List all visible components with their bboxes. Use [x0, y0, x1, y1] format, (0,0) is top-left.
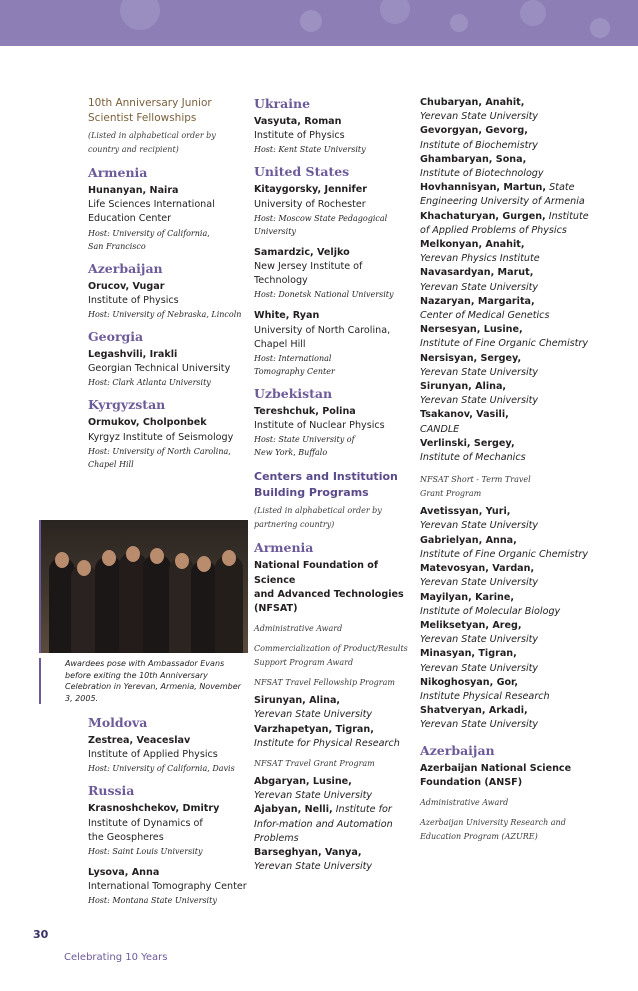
- awardees-photo: [39, 520, 248, 653]
- recipient-name: Verlinski, Sergey,: [420, 437, 515, 449]
- country-heading-azerbaijan-2: Azerbaijan: [420, 742, 495, 758]
- fellow-institution: Education Center: [88, 213, 172, 225]
- recipient-entry: [254, 803, 416, 846]
- fellow-entry: [88, 802, 248, 858]
- recipient-name: Ajabyan, Nelli,: [254, 804, 333, 816]
- recipient-name: Navasardyan, Marut,: [420, 267, 534, 279]
- recipient-institution: Institute for Physical Research: [254, 737, 400, 749]
- country-heading: Georgia: [88, 329, 144, 345]
- fellow-entry: [254, 405, 416, 459]
- fellow-institution: University of Rochester: [254, 198, 366, 210]
- recipient-name: Mayilyan, Karine,: [420, 591, 515, 603]
- fellow-host: Tomography Center: [254, 367, 335, 377]
- recipient-entry: [254, 694, 416, 722]
- recipient-entry: [420, 676, 590, 704]
- recipient-entry: [420, 408, 590, 436]
- recipient-entry: [254, 846, 416, 874]
- fellow-name: Hunanyan, Naira: [88, 185, 179, 196]
- fellow-host: Host: Moscow State Pedagogical: [254, 213, 388, 223]
- short-term-travel-program: NFSAT Short - Term Travel Grant Program: [420, 475, 531, 499]
- recipient-name: Barseghyan, Vanya,: [254, 847, 362, 859]
- recipient-entry: [420, 153, 590, 181]
- recipient-name: Hovhannisyan, Martun,: [420, 182, 547, 194]
- country-heading: Russia: [88, 783, 135, 799]
- fellow-entry: [88, 734, 248, 775]
- recipient-entry: [420, 238, 590, 266]
- jsf-note: (Listed in alphabetical order by country and recipient): [88, 131, 216, 154]
- recipient-name: Nikoghosyan, Gor,: [420, 676, 519, 688]
- fellow-entry: [88, 280, 248, 321]
- page-number: 30: [33, 928, 49, 941]
- recipient-name: Melkonyan, Anahit,: [420, 239, 525, 251]
- country-heading: Ukraine: [254, 96, 311, 111]
- fellow-host: Host: University of North Carolina,: [88, 446, 231, 456]
- recipient-name: Nazaryan, Margarita,: [420, 295, 535, 307]
- recipient-entry: [420, 704, 590, 732]
- fellow-entry: [88, 416, 248, 470]
- recipient-institution: Yerevan State University: [254, 861, 373, 873]
- recipient-entry: [420, 352, 590, 380]
- fellow-host: Host: International: [254, 354, 332, 364]
- recipient-name: Abgaryan, Lusine,: [254, 776, 352, 788]
- ansf-name: Azerbaijan National Science Foundation (ANSF): [420, 762, 572, 788]
- recipient-institution: Institute of Molecular Biology: [420, 605, 561, 617]
- fellow-host: Host: University of Nebraska, Lincoln: [88, 310, 242, 320]
- column-3: [420, 96, 590, 844]
- recipient-name: Khachaturyan, Gurgen,: [420, 210, 546, 222]
- fellow-host: San Francisco: [88, 241, 146, 251]
- country-heading: Moldova: [88, 715, 148, 730]
- fellow-name: Orucov, Vugar: [88, 280, 165, 292]
- header-banner: [0, 0, 638, 46]
- recipient-institution: Yerevan State University: [420, 719, 539, 731]
- recipient-entry: [420, 562, 590, 590]
- recipient-name: Gabrielyan, Anna,: [420, 534, 517, 546]
- fellow-name: Samardzic, Veljko: [254, 246, 350, 258]
- recipient-entry: [420, 181, 590, 209]
- column-1-lower: [88, 715, 248, 915]
- fellow-host: Host: Donetsk National University: [254, 290, 394, 300]
- recipient-name: Varzhapetyan, Tigran,: [254, 723, 374, 735]
- fellow-institution: Chapel Hill: [254, 338, 306, 350]
- photo-caption: Awardees pose with Ambassador Evans before exiting the 10th Anniversary Celebration in Yerevan, Armenia, November 3, 2005.: [39, 658, 246, 704]
- fellow-institution: Institute of Nuclear Physics: [254, 420, 385, 432]
- country-heading: Azerbaijan: [88, 260, 163, 276]
- fellow-host: New York, Buffalo: [254, 448, 328, 458]
- fellow-name: Kitaygorsky, Jennifer: [254, 184, 367, 196]
- recipient-entry: [420, 619, 590, 647]
- nfsat-commercialization: Commercialization of Product/Results Support Program Award: [254, 644, 408, 668]
- recipient-institution: Institute for Infor-mation and Automation Problems: [254, 804, 393, 844]
- fellow-entry: [88, 348, 248, 389]
- recipient-institution: Yerevan State University: [420, 395, 539, 407]
- fellow-name: Krasnoshchekov, Dmitry: [88, 803, 220, 815]
- ansf-admin-award: Administrative Award: [420, 797, 509, 807]
- fellow-host: Host: State University of: [254, 435, 355, 445]
- fellow-host: University: [254, 226, 296, 236]
- recipient-entry: [420, 591, 590, 619]
- recipient-entry: [254, 723, 416, 751]
- recipient-institution: Yerevan State University: [254, 709, 373, 721]
- fellow-entry: [254, 183, 416, 237]
- fellow-institution: Institute of Physics: [254, 130, 345, 142]
- fellow-host: Host: Clark Atlanta University: [88, 378, 211, 388]
- recipient-institution: Yerevan Physics Institute: [420, 253, 540, 265]
- recipient-institution: Institute of Applied Problems of Physics: [420, 210, 589, 236]
- nfsat-admin-award: Administrative Award: [254, 624, 343, 634]
- fellow-institution: Institute of Physics: [88, 294, 179, 306]
- country-heading: Kyrgyzstan: [88, 397, 166, 413]
- recipient-institution: Institute of Biotechnology: [420, 168, 544, 180]
- fellow-host: Host: University of California, Davis: [88, 764, 235, 774]
- recipient-name: Minasyan, Tigran,: [420, 648, 517, 660]
- country-heading: United States: [254, 164, 350, 180]
- cib-title: Centers and Institution Building Programs: [254, 470, 398, 500]
- recipient-entry: [420, 437, 590, 465]
- fellow-entry: [254, 246, 416, 302]
- fellow-name: Zestrea, Veaceslav: [88, 735, 191, 746]
- fellow-entry: [254, 309, 416, 378]
- recipient-entry: [420, 534, 590, 562]
- recipient-entry: [420, 647, 590, 675]
- fellow-name: Vasyuta, Roman: [254, 116, 342, 127]
- recipient-entry: [420, 323, 590, 351]
- recipient-institution: Yerevan State University: [420, 366, 539, 378]
- recipient-entry: [420, 210, 590, 238]
- fellow-host: Host: Saint Louis University: [88, 847, 203, 857]
- fellow-host: Host: Kent State University: [254, 145, 366, 155]
- recipient-institution: Institute of Fine Organic Chemistry: [420, 548, 589, 560]
- recipient-institution: Yerevan State University: [420, 634, 539, 646]
- column-2: [254, 96, 416, 874]
- recipient-name: Chubaryan, Anahit,: [420, 97, 525, 108]
- nfsat-travel-grant: NFSAT Travel Grant Program: [254, 759, 375, 769]
- recipient-name: Meliksetyan, Areg,: [420, 619, 522, 631]
- recipient-institution: Institute of Mechanics: [420, 452, 526, 464]
- fellow-name: Legashvili, Irakli: [88, 349, 178, 361]
- fellow-institution: University of North Carolina,: [254, 324, 391, 336]
- fellow-institution: the Geospheres: [88, 831, 164, 843]
- recipient-institution: Yerevan State University: [420, 662, 539, 674]
- recipient-entry: [420, 96, 590, 124]
- jsf-title: 10th Anniversary Junior Scientist Fellowships: [88, 97, 212, 124]
- recipient-entry: [420, 505, 590, 533]
- recipient-name: Tsakanov, Vasili,: [420, 409, 509, 421]
- cib-note: (Listed in alphabetical order by partnering country): [254, 506, 382, 530]
- recipient-name: Nersesyan, Lusine,: [420, 324, 523, 336]
- fellow-entry: [88, 184, 248, 253]
- recipient-institution: Yerevan State University: [420, 520, 539, 532]
- recipient-name: Ghambaryan, Sona,: [420, 153, 527, 165]
- recipient-institution: CANDLE: [420, 423, 460, 435]
- recipient-name: Matevosyan, Vardan,: [420, 563, 535, 575]
- country-heading-armenia-2: Armenia: [254, 540, 314, 556]
- recipient-institution: Yerevan State University: [420, 111, 539, 123]
- fellow-institution: Institute of Applied Physics: [88, 749, 218, 761]
- recipient-name: Shatveryan, Arkadi,: [420, 705, 528, 717]
- recipient-institution: Institute of Biochemistry: [420, 139, 538, 151]
- recipient-institution: State Engineering University of Armenia: [420, 182, 585, 208]
- fellow-host: Chapel Hill: [88, 459, 134, 469]
- fellow-institution: Life Sciences International: [88, 199, 215, 211]
- fellow-institution: International Tomography Center: [88, 881, 247, 893]
- recipient-institution: Institute of Fine Organic Chemistry: [420, 338, 589, 350]
- recipient-name: Nersisyan, Sergey,: [420, 352, 522, 364]
- fellow-institution: Georgian Technical University: [88, 363, 231, 375]
- fellow-name: Tereshchuk, Polina: [254, 406, 356, 418]
- country-heading: Uzbekistan: [254, 386, 333, 402]
- recipient-name: Sirunyan, Alina,: [254, 695, 341, 707]
- recipient-entry: [254, 775, 416, 803]
- fellow-name: Ormukov, Cholponbek: [88, 417, 207, 429]
- recipient-entry: [420, 380, 590, 408]
- country-heading: Armenia: [88, 165, 148, 180]
- recipient-institution: Yerevan State University: [254, 790, 373, 802]
- fellow-host: Host: University of California,: [88, 228, 210, 238]
- fellow-entry: [88, 866, 248, 907]
- recipient-entry: [420, 295, 590, 323]
- recipient-name: Gevorgyan, Gevorg,: [420, 125, 528, 137]
- fellow-institution: Kyrgyz Institute of Seismology: [88, 431, 234, 443]
- fellow-institution: New Jersey Institute of Technology: [254, 261, 363, 287]
- nfsat-name: National Foundation of Science and Advanced Technologies (NFSAT): [254, 560, 404, 615]
- footer-text: Celebrating 10 Years: [64, 952, 168, 963]
- recipient-institution: Center of Medical Genetics: [420, 310, 550, 322]
- fellow-entry: [254, 115, 416, 156]
- nfsat-travel-fellowship: NFSAT Travel Fellowship Program: [254, 678, 395, 688]
- fellow-name: Lysova, Anna: [88, 867, 160, 879]
- column-1: [88, 96, 248, 479]
- recipient-entry: [420, 124, 590, 152]
- recipient-institution: Yerevan State University: [420, 577, 539, 589]
- recipient-institution: Institute Physical Research: [420, 690, 550, 702]
- fellow-name: White, Ryan: [254, 310, 320, 322]
- recipient-name: Sirunyan, Alina,: [420, 381, 507, 393]
- fellow-institution: Institute of Dynamics of: [88, 817, 203, 829]
- recipient-entry: [420, 266, 590, 294]
- recipient-institution: Yerevan State University: [420, 281, 539, 293]
- azure-program: Azerbaijan University Research and Education Program (AZURE): [420, 817, 566, 841]
- fellow-host: Host: Montana State University: [88, 896, 217, 906]
- recipient-name: Avetissyan, Yuri,: [420, 506, 511, 518]
